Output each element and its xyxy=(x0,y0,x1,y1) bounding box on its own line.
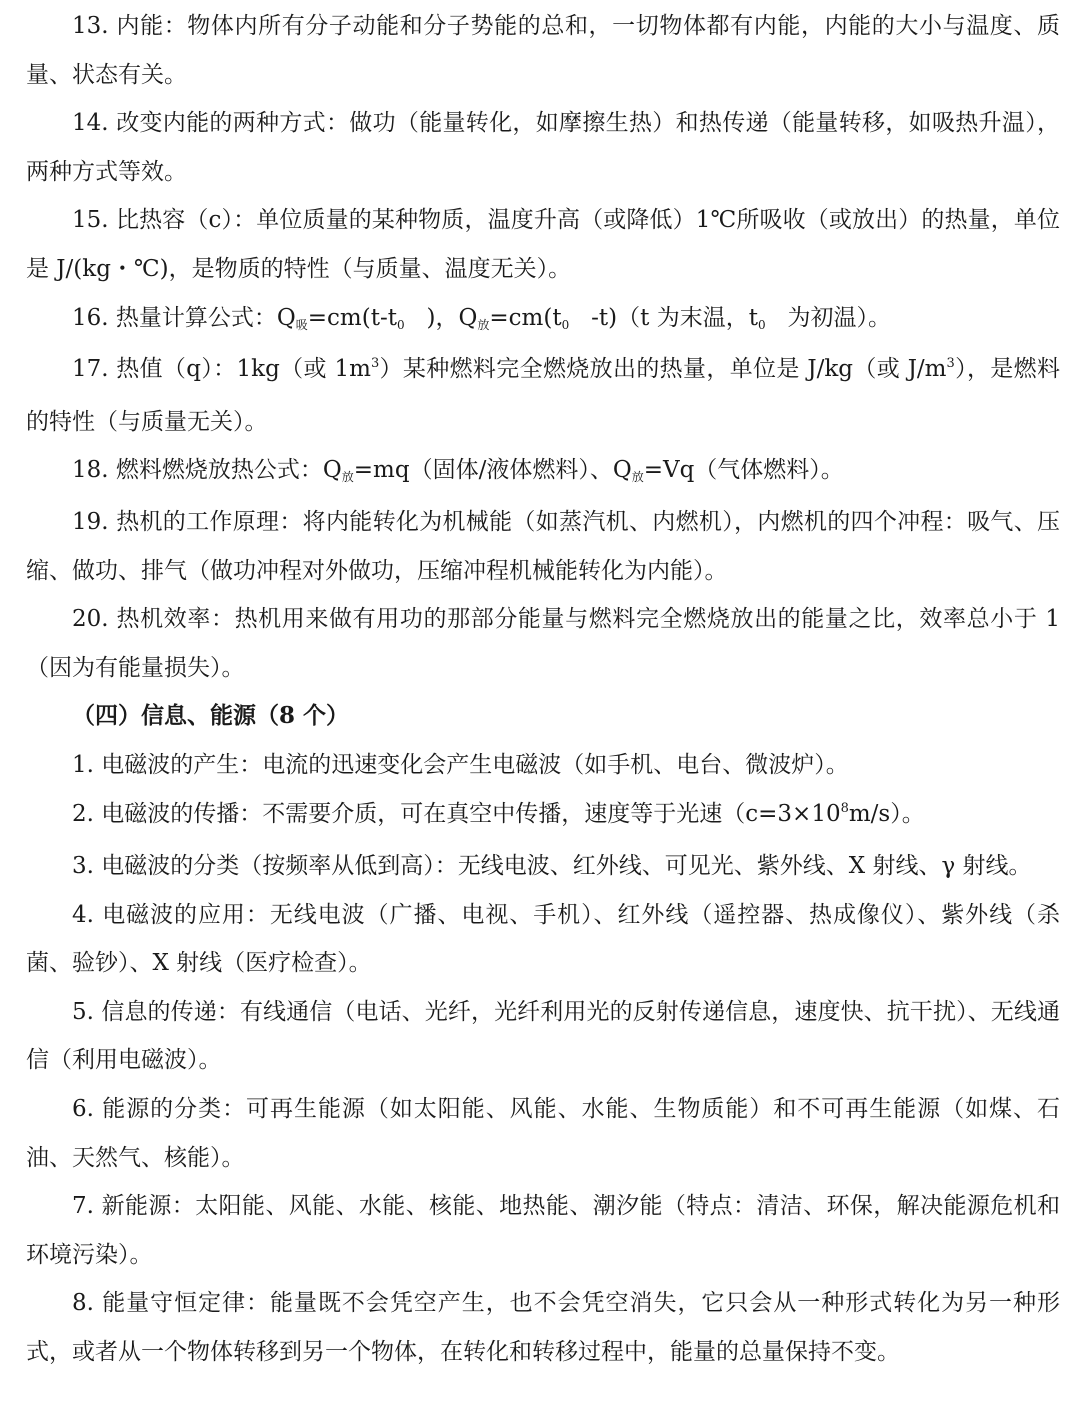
item-1-em-wave-generation: 1. 电磁波的产生：电流的迅速变化会产生电磁波（如手机、电台、微波炉）。 xyxy=(72,751,849,778)
section-heading-information-energy: （四）信息、能源（8 个） xyxy=(72,702,350,730)
formula-text: =cm(t-t xyxy=(307,304,397,331)
superscript-cubed: 3 xyxy=(946,356,955,372)
item-5-information-transmission: 5. 信息的传递：有线通信（电话、光纤，光纤利用光的反射传递信息，速度快、抗干扰）、无线通信（利用电磁波）。 xyxy=(26,998,1060,1074)
item-text: 17. 热值（q）：1kg（或 1m xyxy=(72,356,371,383)
item-text: =mq（固体/液体燃料）、Q xyxy=(353,457,632,484)
item-text: ）某种燃料完全燃烧放出的热量，单位是 J/kg（或 J/m xyxy=(379,356,947,383)
formula-text: 为初温）。 xyxy=(765,304,892,331)
subscript-zero: 0 xyxy=(757,317,766,332)
subscript-absorb: 吸 xyxy=(295,317,308,332)
item-text: m/s）。 xyxy=(848,800,925,827)
formula-text: -t)（t 为末温，t xyxy=(569,304,758,331)
item-18-fuel-heat-formula xyxy=(26,446,1060,498)
item-14-ways-to-change-internal-energy: 14. 改变内能的两种方式：做功（能量转化，如摩擦生热）和热传递（能量转移，如吸热升温），两种方式等效。 xyxy=(26,110,1060,185)
formula-text: =cm(t xyxy=(489,304,562,331)
item-6-energy-classification: 6. 能源的分类：可再生能源（如太阳能、风能、水能、生物质能）和不可再生能源（如煤、石油、天然气、核能）。 xyxy=(26,1096,1060,1171)
item-text: 18. 燃料燃烧放热公式：Q xyxy=(72,457,342,484)
item-2-em-wave-propagation xyxy=(26,790,1060,843)
subscript-release: 放 xyxy=(477,317,490,332)
subscript-release: 放 xyxy=(631,470,644,485)
item-3-em-wave-classification: 3. 电磁波的分类（按频率从低到高）：无线电波、红外线、可见光、紫外线、X 射线、γ 射线。 xyxy=(72,853,1032,880)
formula-text: )，Q xyxy=(404,304,478,331)
formula-text: 16. 热量计算公式：Q xyxy=(72,304,296,331)
item-7-new-energy: 7. 新能源：太阳能、风能、水能、核能、地热能、潮汐能（特点：清洁、环保，解决能源危机和环境污染）。 xyxy=(26,1193,1060,1268)
subscript-release: 放 xyxy=(341,470,354,485)
subscript-zero: 0 xyxy=(396,317,405,332)
item-20-heat-engine-efficiency: 20. 热机效率：热机用来做有用功的那部分能量与燃料完全燃烧放出的能量之比，效率总小于 1（因为有能量损失）。 xyxy=(26,606,1060,681)
item-4-em-wave-applications: 4. 电磁波的应用：无线电波（广播、电视、手机）、红外线（遥控器、热成像仪）、紫外线（杀菌、验钞）、X 射线（医疗检查）。 xyxy=(26,901,1060,977)
superscript-exponent: 8 xyxy=(840,800,849,816)
item-19-heat-engine-principle: 19. 热机的工作原理：将内能转化为机械能（如蒸汽机、内燃机），内燃机的四个冲程：吸气、压缩、做功、排气（做功冲程对外做功，压缩冲程机械能转化为内能）。 xyxy=(26,508,1060,584)
item-15-specific-heat: 15. 比热容（c）：单位质量的某种物质，温度升高（或降低）1℃所吸收（或放出）的热量，单位是 J/(kg・℃)，是物质的特性（与质量、温度无关）。 xyxy=(26,207,1060,282)
item-text: =Vq（气体燃料）。 xyxy=(643,457,844,484)
item-8-energy-conservation: 8. 能量守恒定律：能量既不会凭空产生，也不会凭空消失，它只会从一种形式转化为另一种形式，或者从一个物体转移到另一个物体，在转化和转移过程中，能量的总量保持不变。 xyxy=(26,1290,1060,1366)
superscript-cubed: 3 xyxy=(370,356,380,372)
item-16-heat-formula xyxy=(26,294,1060,346)
subscript-zero: 0 xyxy=(561,317,570,332)
item-17-heat-value xyxy=(26,345,1060,446)
item-text: ），是燃料的特性（与质量无关）。 xyxy=(26,356,1060,435)
item-text: 2. 电磁波的传播：不需要介质，可在真空中传播，速度等于光速（c=3×10 xyxy=(72,800,841,827)
item-13-internal-energy: 13. 内能：物体内所有分子动能和分子势能的总和，一切物体都有内能，内能的大小与温度、质量、状态有关。 xyxy=(26,13,1060,88)
document-page xyxy=(26,2,1060,1377)
